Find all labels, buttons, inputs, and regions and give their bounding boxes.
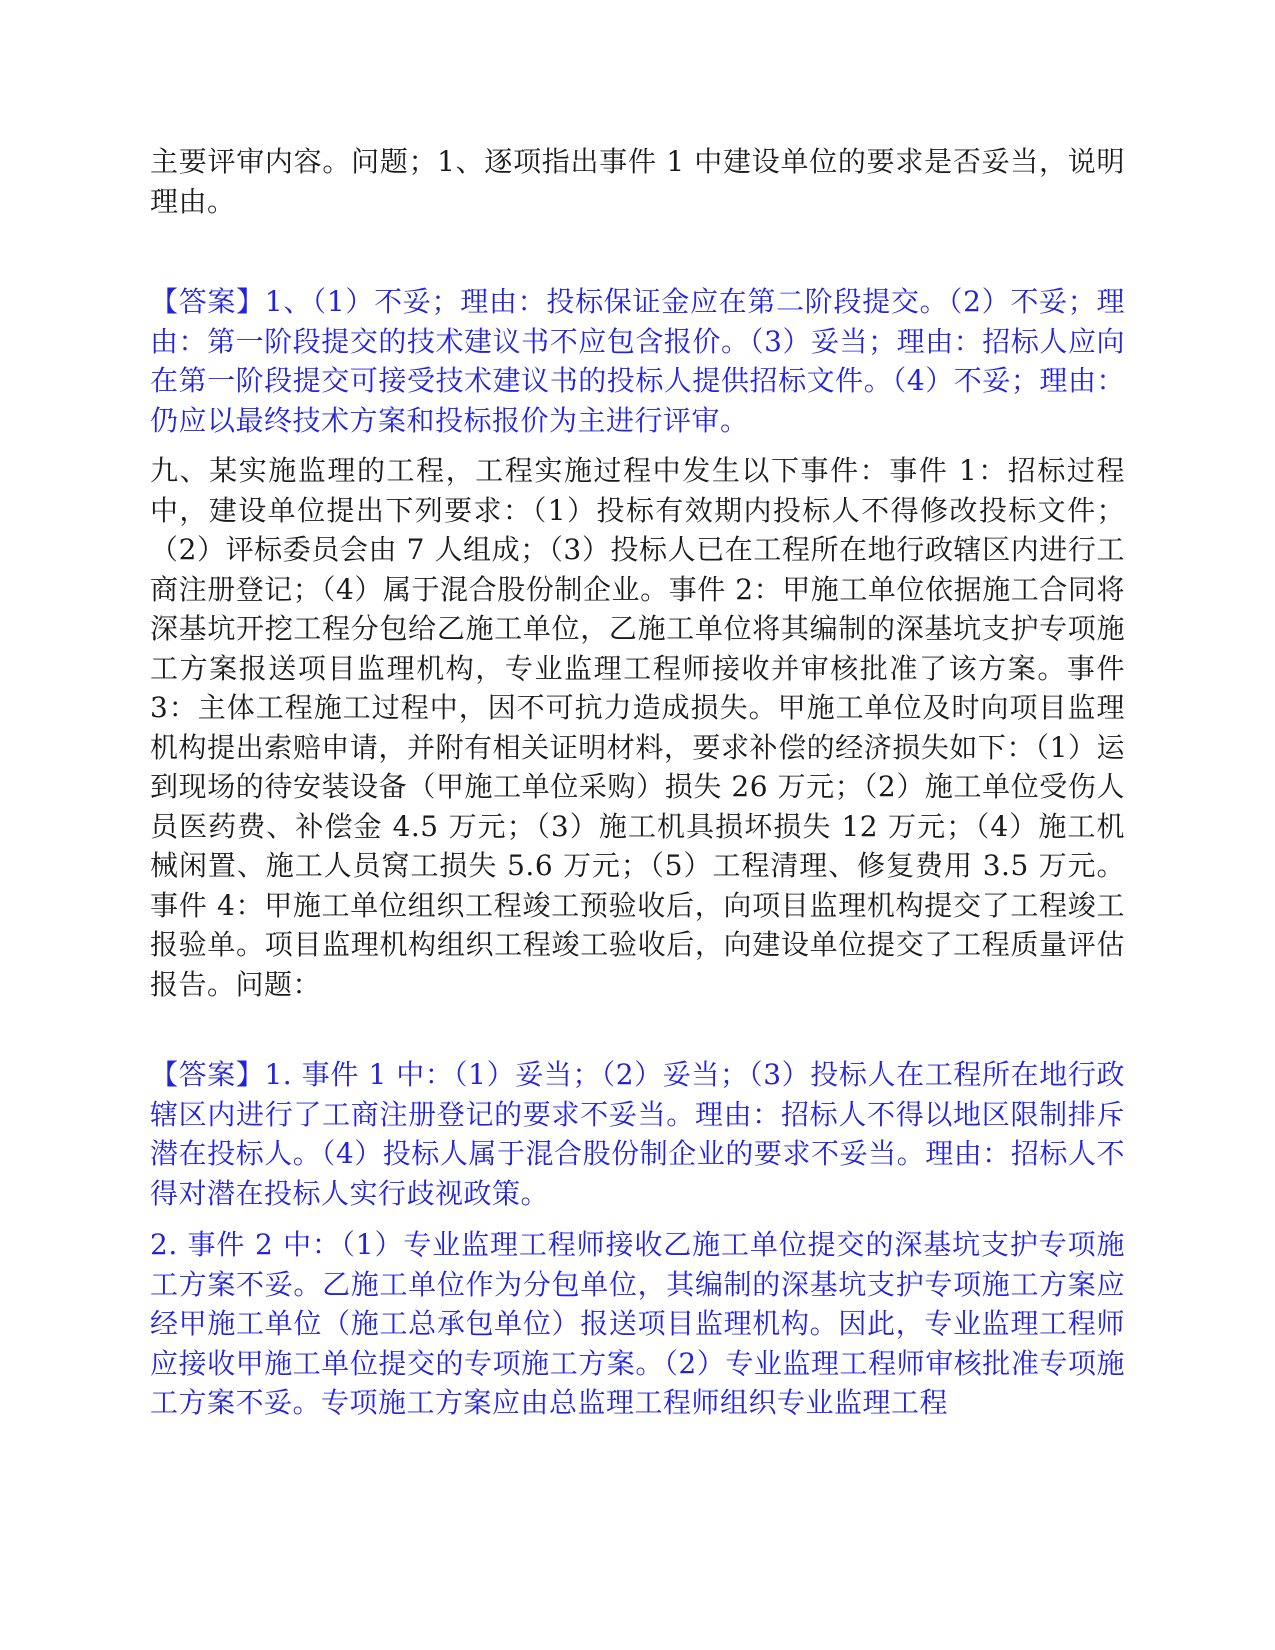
answer-label: 【答案】 — [150, 1058, 265, 1091]
answer-block-2 — [150, 1055, 1125, 1213]
answer-label: 【答案】 — [150, 285, 265, 318]
answer-text: 1. 事件 1 中：（1）妥当；（2）妥当；（3）投标人在工程所在地行政辖区内进行了工商注册登记的要求不妥当。理由：招标人不得以地区限制排斥潜在投标人。（4）投标人属于混合股份制企业的要求不妥当。理由：招标人不得对潜在投标人实行歧视政策。 — [150, 1058, 1125, 1210]
question-text-nine: 九、某实施监理的工程，工程实施过程中发生以下事件：事件 1：招标过程中，建设单位提出下列要求：（1）投标有效期内投标人不得修改投标文件；（2）评标委员会由 7 人组成；（3）投标人已在工程所在地行政辖区内进行工商注册登记；（4）属于混合股份制企业。事件 2：甲施工单位依据施工合同将深基坑开挖工程分包给乙施工单位，乙施工单位将其编制的深基坑支护专项施工方案报送项目监理机构，专业监理工程师接收并审核批准了该方案。事件 3：主体工程施工过程中，因不可抗力造成损失。甲施工单位及时向项目监理机构提出索赔申请，并附有相关证明材料，要求补偿的经济损失如下：（1）运到现场的待安装设备（甲施工单位采购）损失 26 万元；（2）施工单位受伤人员医药费、补偿金 4.5 万元；（3）施工机具损坏损失 12 万元；（4）施工机械闲置、施工人员窝工损失 5.6 万元；（5）工程清理、修复费用 3.5 万元。事件 4：甲施工单位组织工程竣工预验收后，向项目监理机构提交了工程竣工报验单。项目监理机构组织工程竣工验收后，向建设单位提交了工程质量评估报告。问题： — [150, 454, 1125, 1001]
answer-block-1 — [150, 282, 1125, 440]
question-text-intro: 主要评审内容。问题；1、逐项指出事件 1 中建设单位的要求是否妥当，说明理由。 — [150, 145, 1125, 218]
answer-text: 1、（1）不妥；理由：投标保证金应在第二阶段提交。（2）不妥；理由：第一阶段提交的技术建议书不应包含报价。（3）妥当；理由：招标人应向在第一阶段提交可接受技术建议书的投标人提供招标文件。（4）不妥；理由：仍应以最终技术方案和投标报价为主进行评审。 — [150, 285, 1125, 437]
answer-block-3: 2. 事件 2 中：（1）专业监理工程师接收乙施工单位提交的深基坑支护专项施工方案不妥。乙施工单位作为分包单位，其编制的深基坑支护专项施工方案应经甲施工单位（施工总承包单位）报送项目监理机构。因此，专业监理工程师应接收甲施工单位提交的专项施工方案。（2）专业监理工程师审核批准专项施工方案不妥。专项施工方案应由总监理工程师组织专业监理工程 — [150, 1228, 1125, 1419]
